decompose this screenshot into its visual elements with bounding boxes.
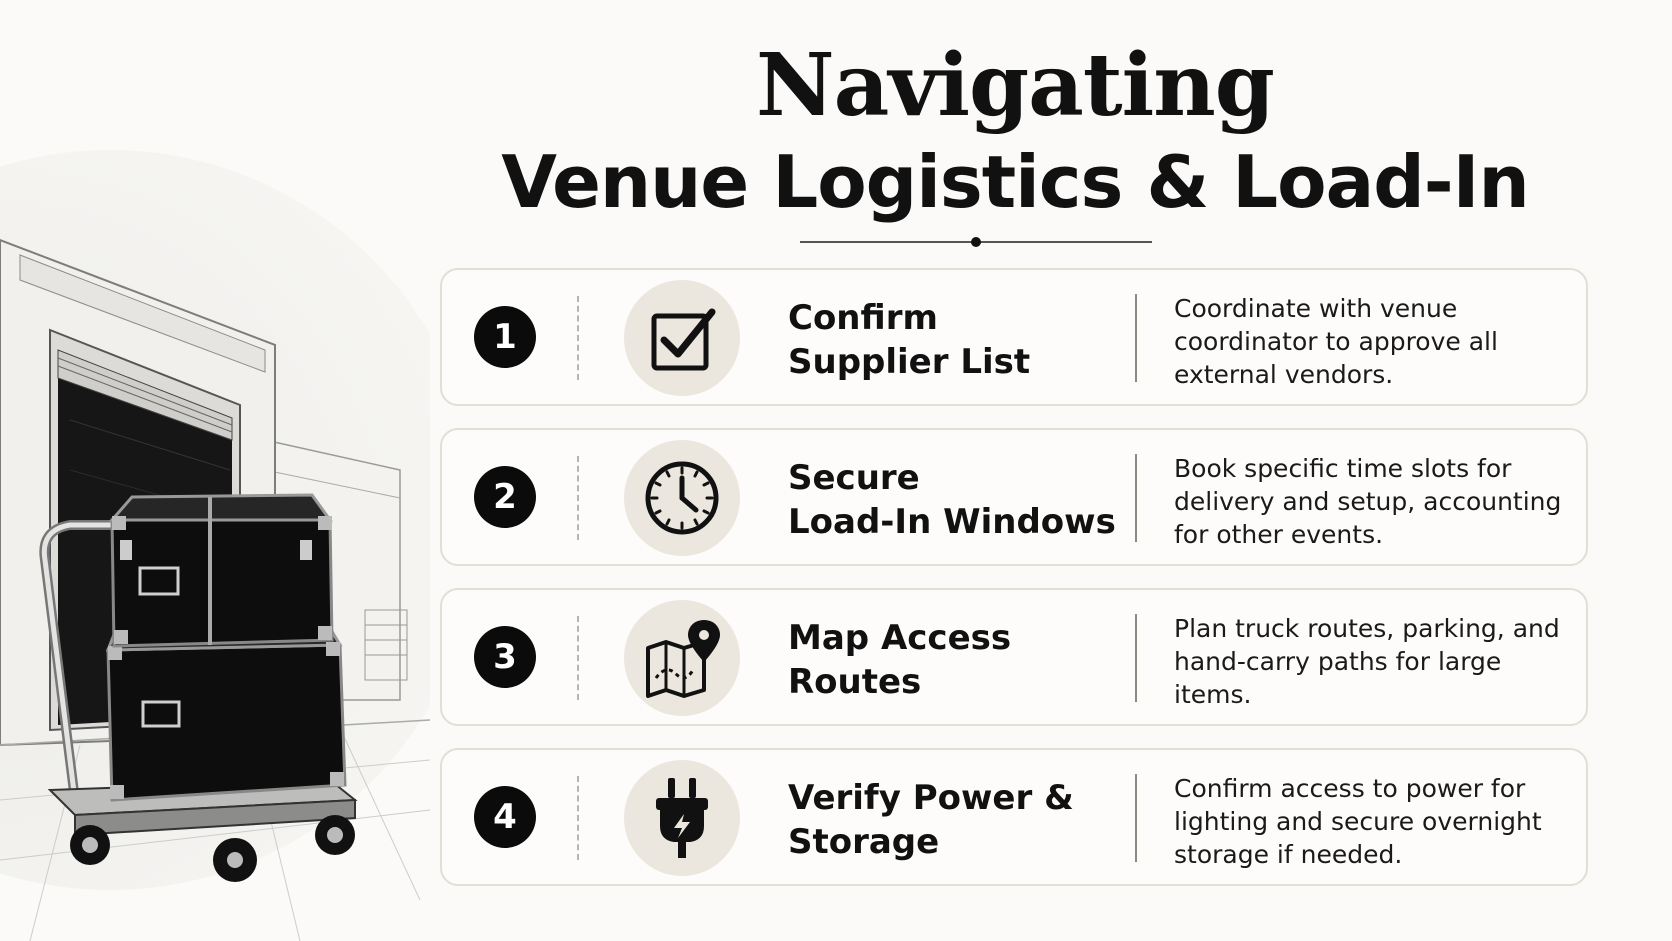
icon-circle [624,440,740,556]
vertical-separator [1135,294,1137,382]
vertical-separator [1135,614,1137,702]
title-divider [800,236,1152,248]
step-description: Coordinate with venue coordinator to approve all external vendors. [1174,294,1498,389]
step-description: Confirm access to power for lighting and secure overnight storage if needed. [1174,774,1542,869]
steps-list [440,268,1588,908]
dashed-divider [577,456,579,540]
step-title: Verify Power & Storage [788,778,1074,862]
step-card-2 [440,428,1588,566]
loading-dock-illustration [0,0,430,941]
icon-circle [624,280,740,396]
power-plug-icon [642,778,722,858]
step-title: Confirm Supplier List [788,298,1031,382]
step-number-badge: 4 [474,786,536,848]
vertical-separator [1135,774,1137,862]
step-number-badge: 2 [474,466,536,528]
dashed-divider [577,296,579,380]
icon-circle [624,600,740,716]
dashed-divider [577,776,579,860]
step-description: Book specific time slots for delivery and setup, accounting for other events. [1174,454,1562,549]
step-number-badge: 3 [474,626,536,688]
clock-icon [642,458,722,538]
step-card-3 [440,588,1588,726]
page-subtitle: Venue Logistics & Load-In [501,140,1529,224]
step-description: Plan truck routes, parking, and hand-carry paths for large items. [1174,614,1560,709]
vertical-separator [1135,454,1137,542]
dashed-divider [577,616,579,700]
page-title: Navigating [756,35,1274,136]
step-card-4 [440,748,1588,886]
checkbox-icon [642,298,722,378]
icon-circle [624,760,740,876]
step-card-1 [440,268,1588,406]
step-title: Secure Load-In Windows [788,458,1116,542]
step-title: Map Access Routes [788,618,1012,702]
title-block [440,36,1590,224]
step-number-badge: 1 [474,306,536,368]
map-pin-icon [642,618,722,698]
